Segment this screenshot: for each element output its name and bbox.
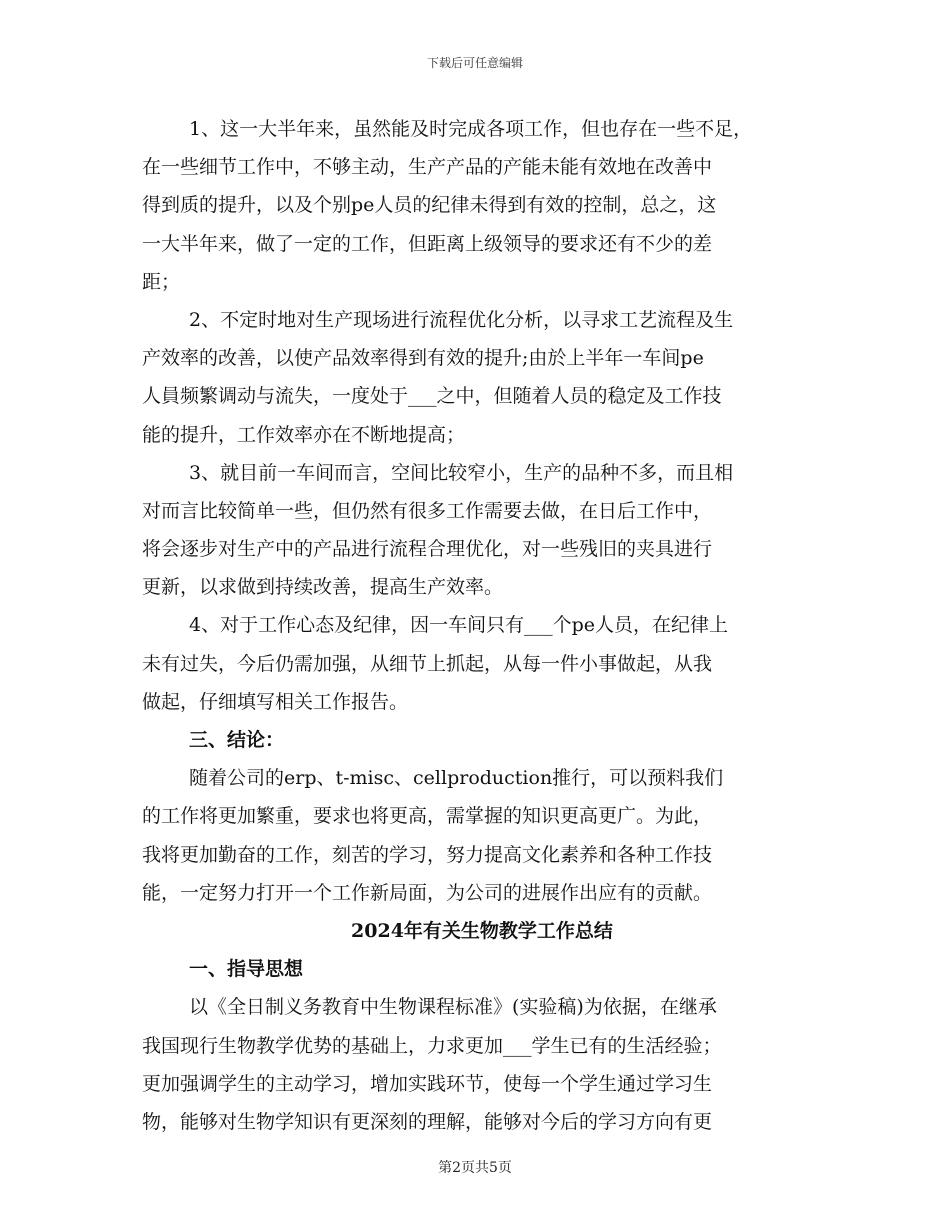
- document-body: [142, 110, 812, 1141]
- paragraph-line: 能，一定努力打开一个工作新局面，为公司的进展作出应有的贡献。: [142, 881, 713, 904]
- page-footer: 第2页共5页: [438, 1160, 512, 1176]
- paragraph-line: 得到质的提升，以及个别pe人员的纪律未得到有效的控制，总之，这: [142, 194, 717, 217]
- section-heading: 一、指导思想: [189, 958, 304, 981]
- paragraph-line: 距；: [142, 270, 181, 293]
- paragraph-line: 4、对于工作心态及纪律，因一车间只有___个pe人员，在纪律上: [189, 614, 728, 637]
- paragraph-line: 人員频繁调动与流失，一度处于___之中，但随着人员的稳定及工作技: [142, 385, 722, 408]
- paragraph-line: 未有过失，今后仍需加强，从细节上抓起，从每一件小事做起，从我: [142, 652, 713, 675]
- section-heading: 三、结论：: [189, 729, 285, 751]
- paragraph-line: 对而言比较简单一些，但仍然有很多工作需要去做，在日后工作中，: [142, 499, 713, 522]
- paragraph-line: 产效率的改善，以使产品效率得到有效的提升;由於上半年一车间pe: [142, 347, 704, 370]
- paragraph-line: 物，能够对生物学知识有更深刻的理解，能够对今后的学习方向有更: [142, 1110, 713, 1133]
- paragraph-line: 以《全日制义务教育中生物课程标准》(实验稿)为依据，在继承: [189, 996, 717, 1019]
- paragraph-line: 我国现行生物教学优势的基础上，力求更加___学生已有的生活经验；: [142, 1034, 722, 1057]
- paragraph-line: 3、就目前一车间而言，空间比较窄小，生产的品种不多，而且相: [189, 461, 734, 484]
- paragraph-line: 的工作将更加繁重，要求也将更高，需掌握的知识更高更广。为此，: [142, 805, 713, 828]
- document-title: 2024年有关生物教学工作总结: [351, 919, 613, 942]
- paragraph-line: 能的提升，工作效率亦在不断地提高；: [142, 423, 466, 446]
- paragraph-line: 1、这一大半年来，虽然能及时完成各项工作，但也存在一些不足，: [189, 118, 753, 140]
- paragraph-line: 2、不定时地对生产现场进行流程优化分析，以寻求工艺流程及生: [189, 308, 734, 331]
- paragraph-line: 做起，仔细填写相关工作报告。: [142, 690, 409, 713]
- paragraph-line: 更新，以求做到持续改善，提高生产效率。: [142, 576, 504, 599]
- paragraph-line: 更加强调学生的主动学习，增加实践环节，使每一个学生通过学习生: [142, 1072, 713, 1095]
- paragraph-line: 一大半年来，做了一定的工作，但距离上级领导的要求还有不少的差: [142, 232, 713, 255]
- paragraph-line: 我将更加勤奋的工作，刻苦的学习，努力提高文化素养和各种工作技: [142, 843, 713, 866]
- paragraph-line: 随着公司的erp、t-misc、cellproduction推行，可以预料我们: [189, 767, 724, 790]
- paragraph-line: 将会逐步对生产中的产品进行流程合理优化，对一些残旧的夹具进行: [142, 538, 713, 561]
- page-header: 下载后可任意编辑: [426, 56, 523, 70]
- paragraph-line: 在一些细节工作中，不够主动，生产产品的产能未能有效地在改善中: [142, 156, 713, 179]
